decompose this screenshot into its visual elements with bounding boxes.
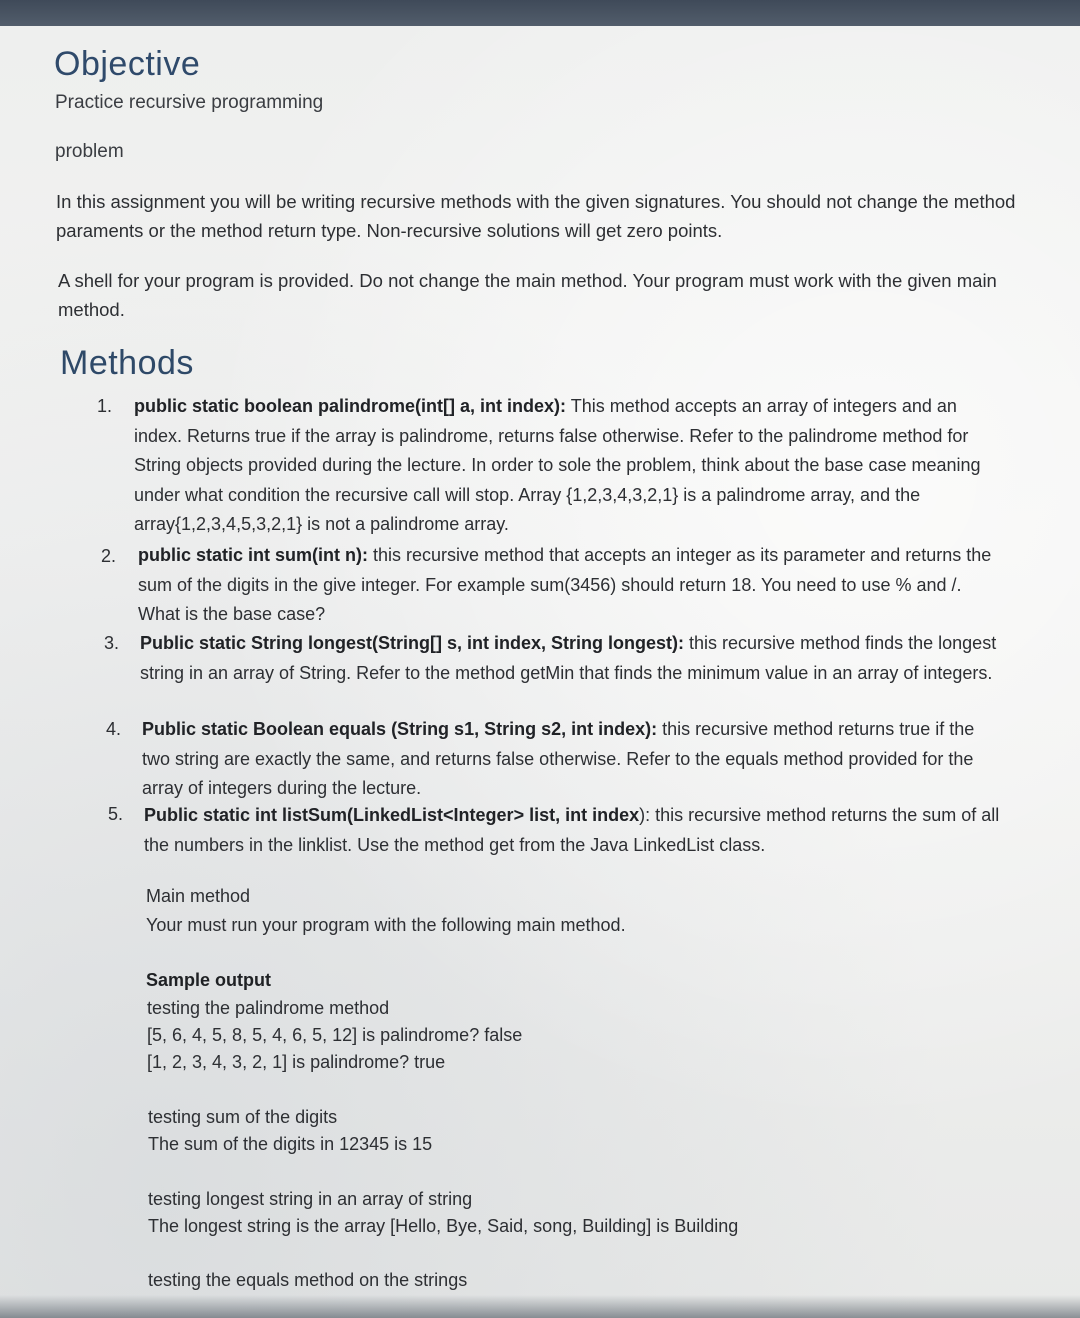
method-signature: Public static String longest(String[] s, int index, String longest):: [140, 633, 685, 653]
method-item-longest: [140, 629, 1002, 688]
method-item-sum: [138, 541, 1000, 630]
main-method-text: Your must run your program with the following main method.: [146, 915, 626, 935]
method-item-equals: [142, 715, 1002, 804]
method-number: 4.: [106, 719, 122, 739]
method-description: this recursive method finds the longest string in an array of String. Refer to the method getMin that finds the minimum value in an array of integers.: [140, 633, 997, 683]
method-signature: public static int sum(int n):: [138, 545, 368, 565]
method-number: 2.: [101, 546, 117, 566]
method-item-listsum: [144, 801, 1004, 860]
method-description: ): this recursive method returns the sum of all the numbers in the linklist. Use the method get from the Java LinkedList class.: [144, 805, 1000, 855]
document-page: [0, 26, 1080, 1318]
objective-heading: Objective: [54, 45, 201, 83]
method-number: 1.: [97, 396, 113, 416]
sample-output-heading: Sample output: [146, 970, 271, 990]
method-signature: Public static Boolean equals (String s1, String s2, int index):: [142, 719, 658, 739]
sample-output-line: testing the palindrome method: [147, 998, 390, 1018]
sample-output-line: testing the equals method on the strings: [148, 1270, 468, 1290]
problem-paragraph-2: A shell for your program is provided. Do not change the main method. Your program must work with the given main method.: [58, 270, 997, 320]
sample-output-line: [1, 2, 3, 4, 3, 2, 1] is palindrome? true: [147, 1052, 446, 1072]
bottom-shadow: [0, 1295, 1080, 1318]
sample-output-line: The longest string is the array [Hello, Bye, Said, song, Building] is Building: [148, 1216, 739, 1236]
methods-heading: Methods: [60, 344, 194, 382]
method-signature: public static boolean palindrome(int[] a, int index):: [134, 396, 567, 416]
sample-output-line: The sum of the digits in 12345 is 15: [148, 1134, 433, 1154]
method-signature: Public static int listSum(LinkedList<Integer> list, int index: [144, 805, 640, 825]
sample-output-line: [5, 6, 4, 5, 8, 5, 4, 6, 5, 12] is palindrome? false: [147, 1025, 523, 1045]
sample-output-line: testing sum of the digits: [148, 1107, 338, 1127]
method-description: this recursive method that accepts an integer as its parameter and returns the sum of the digits in the give integer. For example sum(3456) should return 18. You need to use % and /. What is the base case?: [138, 545, 992, 624]
method-number: 5.: [108, 804, 124, 824]
method-item-palindrome: [134, 392, 1004, 540]
main-method-label: Main method: [146, 886, 251, 906]
method-number: 3.: [104, 633, 120, 653]
problem-paragraph-1: In this assignment you will be writing recursive methods with the given signatures. You should not change the method paraments or the method return type. Non-recursive solutions will get zero points.: [56, 191, 1016, 241]
method-description: This method accepts an array of integers and an index. Returns true if the array is palindrome, returns false otherwise. Refer to the palindrome method for String objects provided during the lecture. In order to sole the problem, think about the base case meaning under what condition the recursive call will stop. Array {1,2,3,4,3,2,1} is a palindrome array, and the array{1,2,3,4,5,3,2,1} is not a palindrome array.: [134, 396, 981, 534]
problem-label: problem: [55, 141, 124, 162]
method-description: this recursive method returns true if the two string are exactly the same, and returns false otherwise. Refer to the equals method provided for the array of integers during the lecture.: [142, 719, 975, 798]
objective-subtitle: Practice recursive programming: [55, 92, 324, 113]
sample-output-line: testing longest string in an array of string: [148, 1189, 473, 1209]
window-top-bar: [0, 0, 1080, 26]
